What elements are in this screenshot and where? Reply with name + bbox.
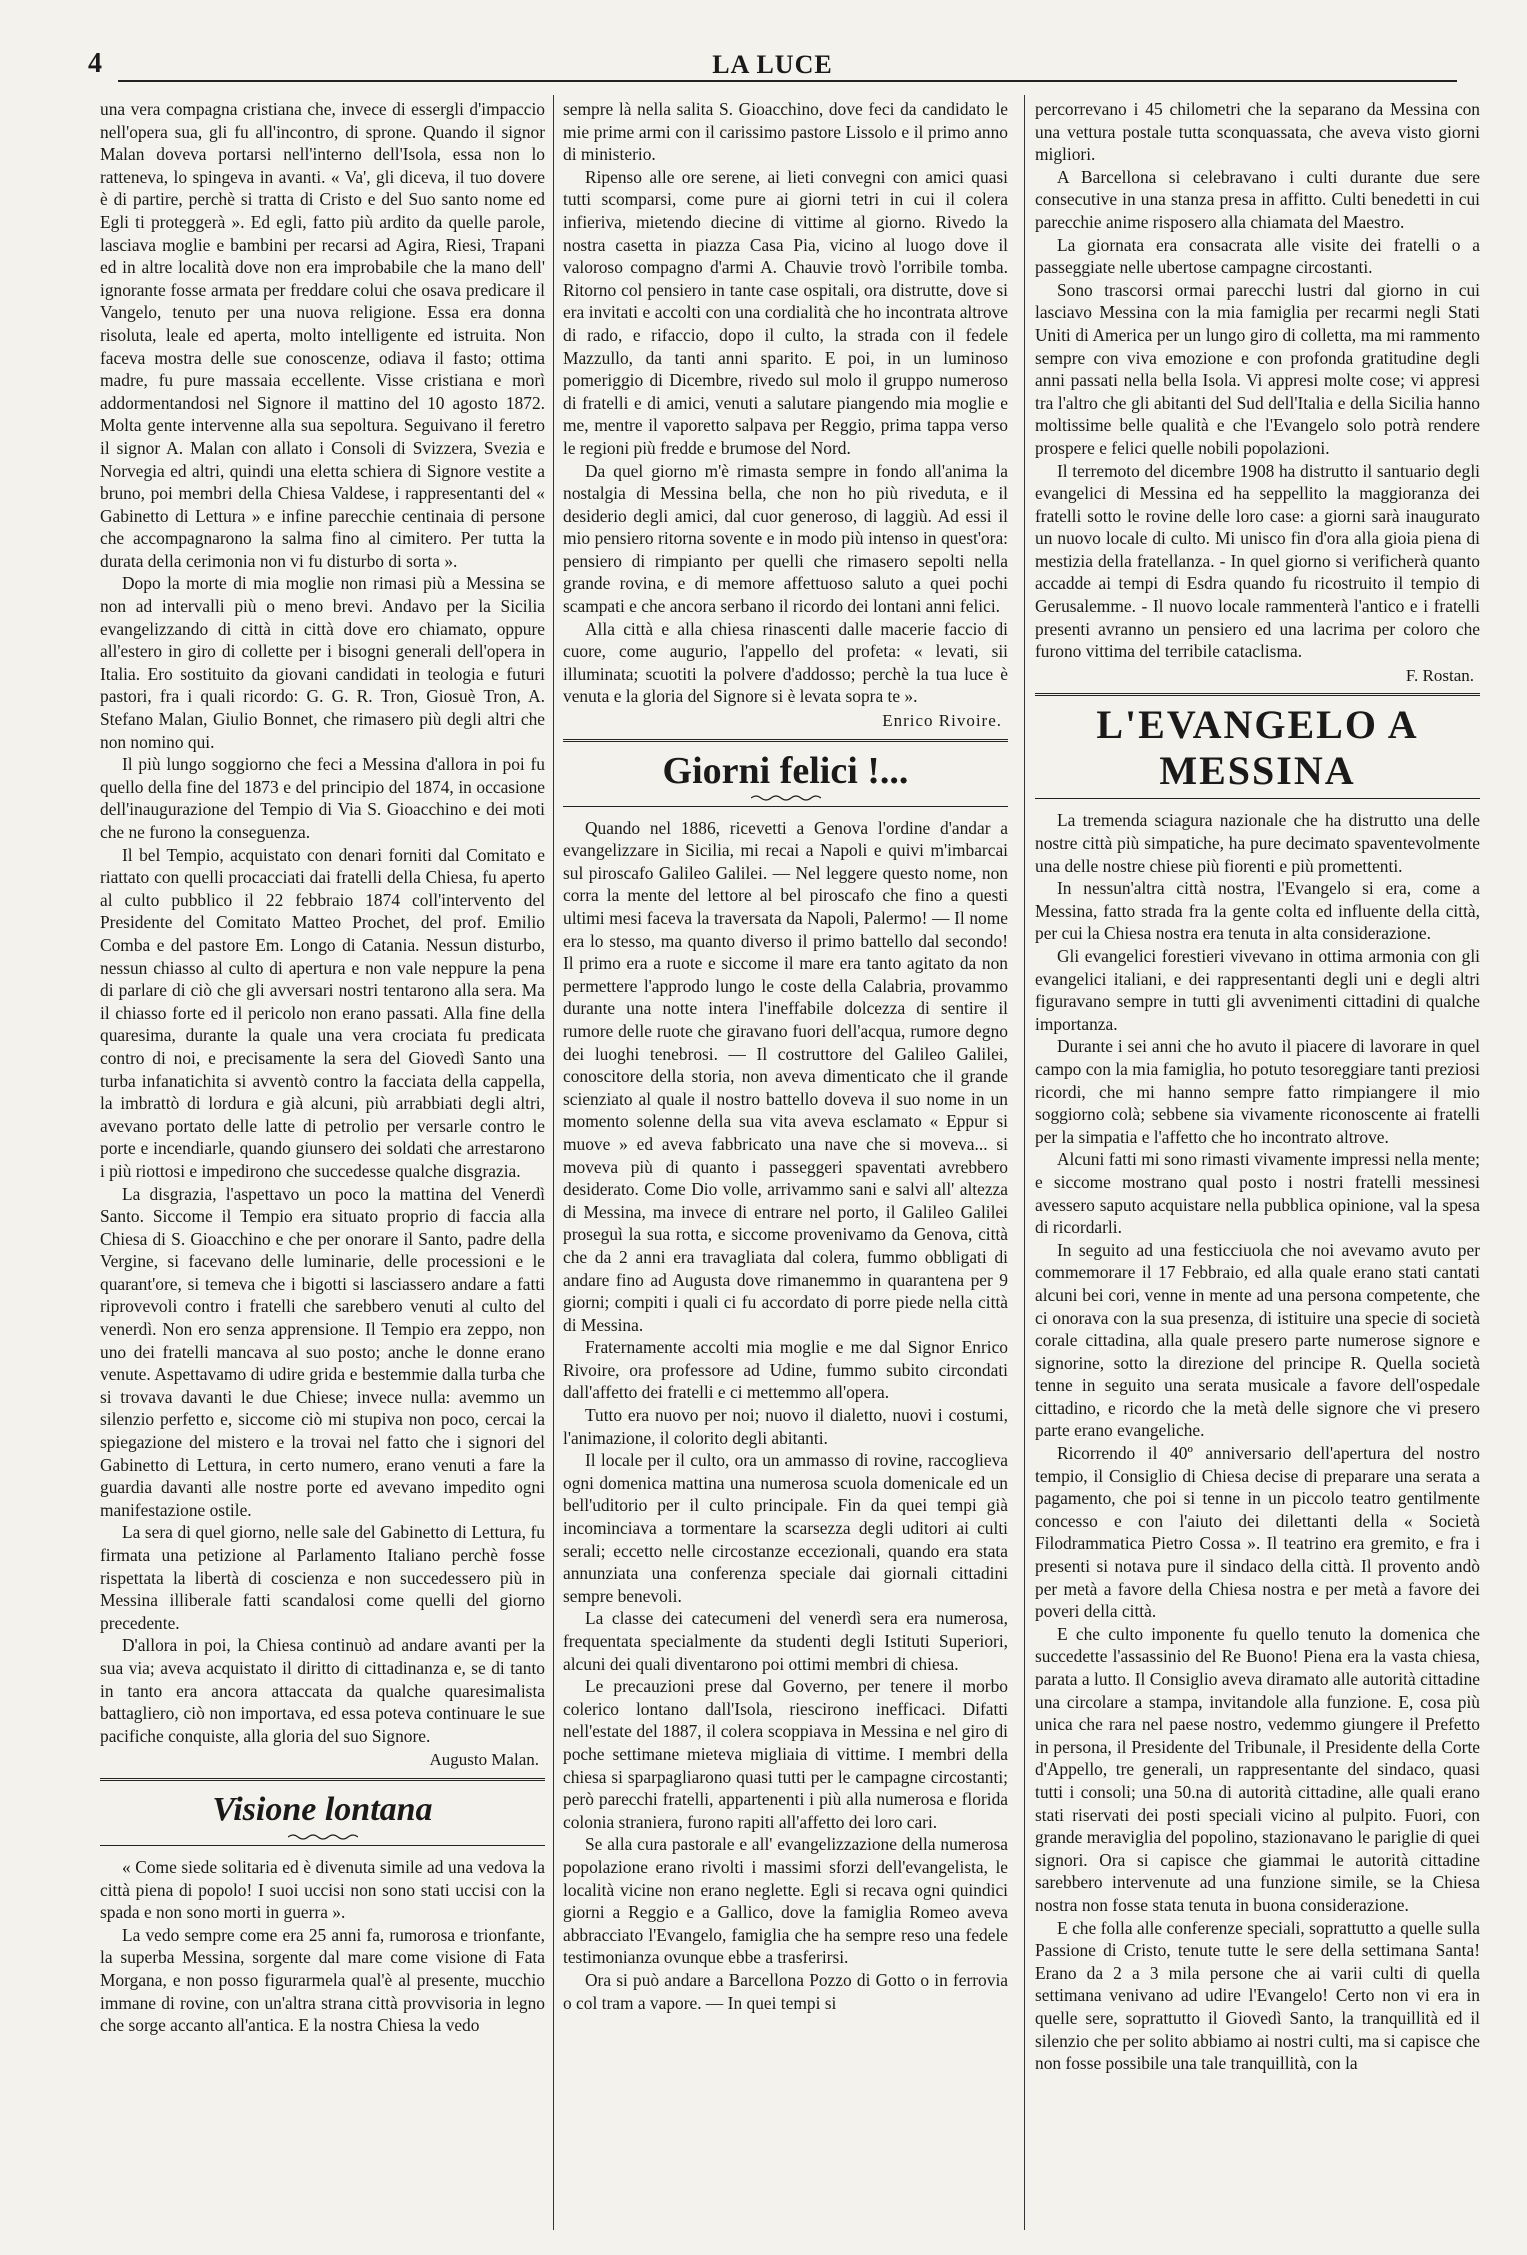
page-header bbox=[88, 46, 1457, 86]
paragraph: La sera di quel giorno, nelle sale del Gabinetto di Lettura, fu firmata una petizione al Parlamento Italiano perchè fosse rispettata la libertà di coscienza e non succedessero più in Messina illiberale fatti scandalosi come quelli del giorno precedente. bbox=[100, 1522, 545, 1633]
paragraph: Sono trascorsi ormai parecchi lustri dal giorno in cui lasciavo Messina con la mia famiglia per recarmi negli Stati Uniti di America per un lungo giro di colletta, ma mi rammento sempre con viva emozione e con profonda gratitudine degli anni passati nella bella Isola. Vi appresi molte cose; vi appresi tra l'altro che gli abitanti del Sud dell'Italia e della Sicilia hanno moltissime belle qualità e che l'Evangelo solo potrà rendere prospere e felici quelle nobili popolazioni. bbox=[1035, 279, 1480, 458]
paragraph: Tutto era nuovo per noi; nuovo il dialetto, nuovi i costumi, l'animazione, il colorito degli abitanti. bbox=[563, 1405, 1008, 1448]
paragraph: Fraternamente accolti mia moglie e me dal Signor Enrico Rivoire, ora professore ad Udine, fummo subito circondati dall'affetto dei fratelli e ci mettemmo all'opera. bbox=[563, 1337, 1008, 1403]
paragraph: E che culto imponente fu quello tenuto la domenica che succedette l'assassinio del Re Buono! Piena era la vasta chiesa, parata a lutto. Il Consiglio aveva diramato alle autorità cittadine una circolare a stampa, invitandole alla funzione. E, cosa più unica che rara nel paese nostro, vedemmo giungere il Prefetto in persona, il Presidente del Tribunale, il Presidente della Corte d'Appello, tre generali, un rappresentante del sindaco, quasi tutti i consoli; una 50.na di autorità cittadine, alle quali erano stati riservati dei posti speciali vicino al pulpito. Fuori, con grande meraviglia del popolino, stazionavano le pariglie di quei signori. Ora si capisce che giammai le autorità cittadine sarebbero intervenute ad una funzione simile, se la Chiesa nostra non fosse stata tenuta in buona considerazione. bbox=[1035, 1623, 1480, 1915]
paragraph: In seguito ad una festicciuola che noi avevamo avuto per commemorare il 17 Febbraio, ed alla quale erano stati cantati alcuni bei cori, venne in mente ad una persona competente, che ci onorava con la sua presenza, di istituire una specie di società corale cittadina, alla quale presero parte numerose signore e signorine, sotto la direzione del principe R. Quella società tenne in seguito una serata musicale a favore dell'ospedale cittadino, e ricordo che la metà delle signore che vi presero parte erano evangeliche. bbox=[1035, 1239, 1480, 1441]
paragraph: percorrevano i 45 chilometri che la separano da Messina con una vettura postale tutta sconquassata, che aveva visto giorni migliori. bbox=[1035, 99, 1480, 165]
paragraph: A Barcellona si celebravano i culti durante due sere consecutive in una stanza presa in affitto. Culti benedetti in cui parecchie anime risposero alla chiamata del Maestro. bbox=[1035, 166, 1480, 232]
article-heading-giorni bbox=[563, 739, 1008, 807]
paragraph: Dopo la morte di mia moglie non rimasi più a Messina se non ad intervalli più o meno brevi. Andavo per la Sicilia evangelizzando di città in città dove ero chiamato, oppure all'estero in giro di collette per i bisogni generali dell'opera in Italia. Ero sostituito da giovani candidati in teologia e futuri pastori, fra i quali ricordo: G. G. R. Tron, Giosuè Tron, A. Stefano Malan, Giulio Bonnet, che rimasero più degli altri che non nomino qui. bbox=[100, 573, 545, 752]
ornament-squiggle-icon bbox=[288, 1833, 358, 1841]
paragraph: Durante i sei anni che ho avuto il piacere di lavorare in quel campo con la mia famiglia, ho potuto tesoreggiare tanti preziosi ricordi, che mi hanno sempre fatto rimpiangere il mio soggiorno colà; sebbene sia vivamente riconoscente ai fratelli per la simpatia e l'affetto che ho incontrato altrove. bbox=[1035, 1036, 1480, 1147]
article-title: Visione lontana bbox=[212, 1790, 433, 1828]
paragraph: La tremenda sciagura nazionale che ha distrutto una delle nostre città più simpatiche, ha pure decimato spaventevolmente una delle nostre chiese più fiorenti e più promettenti. bbox=[1035, 810, 1480, 876]
paragraph: Ora si può andare a Barcellona Pozzo di Gotto o in ferrovia o col tram a vapore. — In quei tempi si bbox=[563, 1969, 1008, 2013]
paragraph: « Come siede solitaria ed è divenuta simile ad una vedova la città piena di popolo! I suoi uccisi non sono stati uccisi con la spada e non sono morti in guerra ». bbox=[100, 1856, 545, 1923]
paragraph: Il terremoto del dicembre 1908 ha distrutto il santuario degli evangelici di Messina ed ha seppellito la maggioranza dei fratelli sotto le rovine delle loro case: a giorni sarà inaugurato un nuovo locale di culto. Mi unisco fin d'ora alla gioia piena di mestizia della fratellanza. - In quel giorno si verificherà quanto accadde ai tempi di Esdra quando fu ricostruito il tempio di Gerusalemme. - Il nuovo locale rammenterà l'antico e i fratelli presenti avranno un pensiero ed una lacrima per coloro che furono vittima del terribile cataclisma. bbox=[1035, 460, 1480, 662]
paragraph: E che folla alle conferenze speciali, soprattutto a quelle sulla Passione di Cristo, tenute tutte le sere della settimana Santa! Erano da 2 a 3 mila persone che ai varii culti di quella settimana venivano ad udire l'Evangelo! Certo non vi era in quelle sere, soprattutto il Giovedì Santo, la tranquillità ed il silenzio che per solito abbiamo ai nostri culti, ma si capisce che non fosse possibile una tale tranquillità, con la bbox=[1035, 1917, 1480, 2074]
paragraph: In nessun'altra città nostra, l'Evangelo si era, come a Messina, fatto strada fra la gente colta ed influente della città, per cui la Chiesa nostra era tenuta in alta considerazione. bbox=[1035, 878, 1480, 944]
column-3 bbox=[1035, 98, 1480, 2238]
paragraph: Alla città e alla chiesa rinascenti dalle macerie faccio di cuore, come augurio, l'appello del profeta: « levati, sii illuminata; scuotiti la polvere d'addosso; perchè la tua luce è venuta e la gloria del Signore si è levata sopra te ». bbox=[563, 618, 1008, 707]
paragraph: La disgrazia, l'aspettavo un poco la mattina del Venerdì Santo. Siccome il Tempio era situato proprio di faccia alla Chiesa di S. Gioacchino e che per onorare il Santo, padre della Vergine, si facevano delle luminarie, delle processioni e le quarant'ore, si temeva che i bigotti si lasciassero andare a fatti riprovevoli contro i fratelli che sarebbero venuti al culto del venerdì. Non ero senza apprensione. Il Tempio era zeppo, non uno dei fratelli mancava al suo posto; anche le donne erano venute. Aspettavamo di udire grida e bestemmie dalla turba che si trovava davanti le due Chiese; invece nulla: avemmo un silenzio perfetto e, siccome ciò mi stupiva non poco, cercai la spiegazione del mistero e la trovai nel fatto che i signori del Gabinetto di Lettura, in certo numero, erano venuti a fare la guardia davanti alle nostre porte ed avevano impedito ogni manifestazione ostile. bbox=[100, 1183, 545, 1520]
paragraph: La classe dei catecumeni del venerdì sera era numerosa, frequentata specialmente da studenti degli Istituti Superiori, alcuni dei quali diventarono poi ottimi membri di chiesa. bbox=[563, 1608, 1008, 1674]
paragraph: La vedo sempre come era 25 anni fa, rumorosa e trionfante, la superba Messina, sorgente dal mare come visione di Fata Morgana, e non posso figurarmela qual'è al presente, mucchio immane di rovine, con un'altra strana città provvisoria in legno che sorge accanto all'antica. E la nostra Chiesa la vedo bbox=[100, 1924, 545, 2036]
paragraph: La giornata era consacrata alle visite dei fratelli o a passeggiate nelle ubertose campagne circostanti. bbox=[1035, 234, 1480, 278]
paragraph: Ripenso alle ore serene, ai lieti convegni con amici quasi tutti scomparsi, come pure ai giorni tetri in cui il colera infieriva, mietendo diecine di vittime al giorno. Rivedo la nostra casetta in piazza Casa Pia, vicino al luogo dove il valoroso compagno d'armi A. Chauvie trovò l'orribile tomba. Ritorno col pensiero in tante case ospitali, ora distrutte, dove si era invitati e accolti con una cordialità che ho incontrata altrove di rado, e rifaccio, dopo il culto, la strada con il fedele Mazzullo, da tanti anni sparito. E poi, in un luminoso pomeriggio di Dicembre, rivedo sul molo il gruppo numeroso di fratelli e di amici, venuti a salutare piangendo mia moglie e me, mentre il vaporetto salpava per Reggio, prima tappa verso le regioni più fredde e brumose del Nord. bbox=[563, 166, 1008, 458]
page-number: 4 bbox=[88, 48, 102, 79]
paragraph: Il locale per il culto, ora un ammasso di rovine, raccoglieva ogni domenica mattina una numerosa scuola domenicale ed un bell'uditorio per il culto principale. Fin da quei tempi già incominciava a tormentare la scarsezza degli uditori ai culti serali; eccetto nelle circostanze eccezionali, quando era stata annunziata una conferenza speciale dai giornali cittadini sempre benevoli. bbox=[563, 1450, 1008, 1606]
column-1 bbox=[100, 98, 545, 2238]
masthead: LA LUCE bbox=[712, 50, 833, 79]
article-title: L'EVANGELO A MESSINA bbox=[1096, 702, 1419, 794]
paragraph: Ricorrendo il 40º anniversario dell'apertura del nostro tempio, il Consiglio di Chiesa decise di preparare una serata a pagamento, che poi si tenne in un piccolo teatro gentilmente concesso e con l'aiuto dei dilettanti della « Società Filodrammatica Pietro Cossa ». Il teatrino era gremito, e fra i presenti si notava pure il sindaco della città. Il provento andò per metà a favore della Chiesa nostra e per metà a favore dei poveri della città. bbox=[1035, 1443, 1480, 1622]
paragraph: Il bel Tempio, acquistato con denari forniti dal Comitato e riattato con quelli procacciati dai fratelli della Chiesa, fu aperto al culto pubblico il 22 febbraio 1874 coll'intervento del Presidente del Comitato Matteo Prochet, del prof. Emilio Comba e del pastore Em. Longo di Catania. Nessun disturbo, nessun chiasso al culto di apertura e non vale neppure la pena di parlare di ciò che gli avversari nostri tentarono alla sera. Ma il chiasso forte ed il pericolo non erano passati. Alla fine della quaresima, durante la quale una vera crociata fu predicata contro di noi, e precisamente la sera del Giovedì Santo una turba infanatichita si avventò contro la facciata della cappella, la imbrattò di lordura e già alcuni, più arrabbiati degli altri, avevano portato delle latte di petrolio per versarle contro le porte e incendiarle, quando giunsero dei soldati che arrestarono i più riottosi e impedirono che succedesse qualche disgrazia. bbox=[100, 844, 545, 1181]
paragraph: D'allora in poi, la Chiesa continuò ad andare avanti per la sua via; aveva acquistato il diritto di cittadinanza e, se di tanto in tanto era ancora attaccata da qualche quaresimalista battagliero, ciò non importava, ed essa poteva continuare le sue pacifiche conquiste, alla gloria del suo Signore. bbox=[100, 1635, 545, 1746]
signature: Enrico Rivoire. bbox=[882, 711, 1002, 731]
paragraph: sempre là nella salita S. Gioacchino, dove feci da candidato le mie prime armi con il carissimo pastore Lissolo e il primo anno di ministerio. bbox=[563, 99, 1008, 165]
paragraph: Il più lungo soggiorno che feci a Messina d'allora in poi fu quello della fine del 1873 e del principio del 1874, in occasione dell'inaugurazione del Tempio di Via S. Gioacchino e dei moti che ne furono la conseguenza. bbox=[100, 754, 545, 842]
paragraph: Quando nel 1886, ricevetti a Genova l'ordine d'andar a evangelizzare in Sicilia, mi recai a Napoli e quivi m'imbarcai sul piroscafo Galileo Galilei. — Nel leggere questo nome, non corra la mente del lettore al bel piroscafo che fino a questi ultimi mesi faceva la traversata da Napoli, Palermo! — Il nome era lo stesso, ma quanto diverso il primo battello dal secondo! Il primo era a ruote e siccome il mare era tanto agitato da non permettere l'approdo lungo le coste della Calabria, provammo durante una notte intera l'ineffabile dolcezza di sentire il rumore delle ruote che giravano fuori dell'acqua, rumore degno dei luoghi tenebrosi. — Il costruttore del Galileo Galilei, conoscitore della storia, non aveva dimenticato che il grande scienziato al quale il nostro battello doveva il suo nome in un momento solenne della sua vita aveva esclamato « Eppur si muove » ed aveva fabbricato una nave che si moveva... si moveva più di quanto i passeggeri spaventati avrebbero desiderato. Come Dio volle, arrivammo sani e salvi all' altezza di Messina, ma invece di entrare nel porto, il Galileo Galilei proseguì la sua rotta, e siccome provenivamo da Genova, città che da 2 anni era travagliata dal colera, fummo obbligati di andare fino ad Augusta dove rimanemmo in quarantena per 9 giorni; compiti i quali ci fu accordato di porre piede nella città di Messina. bbox=[563, 817, 1008, 1335]
paragraph: Gli evangelici forestieri vivevano in ottima armonia con gli evangelici italiani, e dei rappresentanti degli uni e degli altri figuravano sempre in tutti gli avvenimenti cittadini di qualche importanza. bbox=[1035, 946, 1480, 1034]
signature: F. Rostan. bbox=[1405, 665, 1474, 685]
paragraph: Alcuni fatti mi sono rimasti vivamente impressi nella mente; e siccome mostrano qual posto i nostri fratelli messinesi avessero saputo acquistare nella pubblica opinione, val la spesa di ricordarli. bbox=[1035, 1149, 1480, 1238]
column-divider bbox=[553, 95, 554, 2230]
column-2 bbox=[563, 98, 1008, 2238]
signature: Augusto Malan. bbox=[429, 1750, 539, 1770]
article-heading-evangelo bbox=[1035, 693, 1480, 799]
article-title: Giorni felici !... bbox=[662, 749, 909, 792]
paragraph: Da quel giorno m'è rimasta sempre in fondo all'anima la nostalgia di Messina bella, che non ho più riveduta, e il desiderio degli amici, dal cuor generoso, di laggiù. Ad essi il mio pensiero ritorna sovente e in modo più intenso in quest'ora: pensiero di rimpianto per quelli che rimasero sepolti nella grande rovina, e di memore affettuoso saluto a quei pochi scampati e che ancora serbano il ricordo dei lontani anni felici. bbox=[563, 460, 1008, 617]
article-heading-visione bbox=[100, 1778, 545, 1846]
paragraph: Se alla cura pastorale e all' evangelizzazione della numerosa popolazione erano rivolti i massimi sforzi dell'evangelista, le località vicine non erano neglette. Egli si recava ogni quindici giorni a Reggio e a Gallico, dove la famiglia Romeo aveva abbracciato l'Evangelo, famiglia che ha sempre reso una fedele testimonianza ovunque ebbe a trasferirsi. bbox=[563, 1834, 1008, 1968]
ornament-squiggle-icon bbox=[751, 794, 821, 802]
paragraph: Le precauzioni prese dal Governo, per tenere il morbo colerico lontano dall'Isola, riescirono inefficaci. Difatti nell'estate del 1887, il colera scoppiava in Messina e nel giro di poche settimane mieteva migliaia di vittime. I membri della chiesa si sparpagliarono quasi tutti per le campagne circostanti; però parecchi fratelli, appartenenti i più alla numerosa e florida colonia straniera, furono rapiti all'affetto dei loro cari. bbox=[563, 1676, 1008, 1832]
paragraph: una vera compagna cristiana che, invece di essergli d'impaccio nell'opera sua, gli fu all'incontro, di sprone. Quando il signor Malan doveva portarsi nell'interno dell'Isola, essa non lo ratteneva, lo spingeva in avanti. « Va', gli diceva, il tuo dovere è di partire, perchè si tratta di Cristo e del Suo santo nome ed Egli ti proteggerà ». Ed egli, fatto più ardito da quelle parole, lasciava moglie e bambini per recarsi ad Agira, Riesi, Trapani ed in altre località dove non era improbabile che la mano dell' ignorante fosse armata per freddare colui che osava predicare il Vangelo, tenuto per una nuova religione. Essa era donna risoluta, leale ed aperta, molto intelligente ed istruita. Non faceva mostra delle sue conoscenze, odiava il fasto; ottima madre, fu pure massaia eccellente. Visse cristiana e morì addormentandosi nel Signore il mattino del 10 agosto 1872. Molta gente intervenne alla sua sepoltura. Seguivano il feretro il signor A. Malan con allato i Consoli di Svizzera, Svezia e Norvegia ed altri, quindi una eletta schiera di Signore vestite a bruno, poi membri della Chiesa Valdese, i rappresentanti del « Gabinetto di Lettura » e infine parecchie centinaia di persone che accompagnarono la salma fino al cimitero. Per tutta la durata della cerimonia non vi fu disturbo di sorta ». bbox=[100, 99, 545, 571]
header-rule bbox=[118, 80, 1457, 82]
column-divider bbox=[1024, 95, 1025, 2230]
